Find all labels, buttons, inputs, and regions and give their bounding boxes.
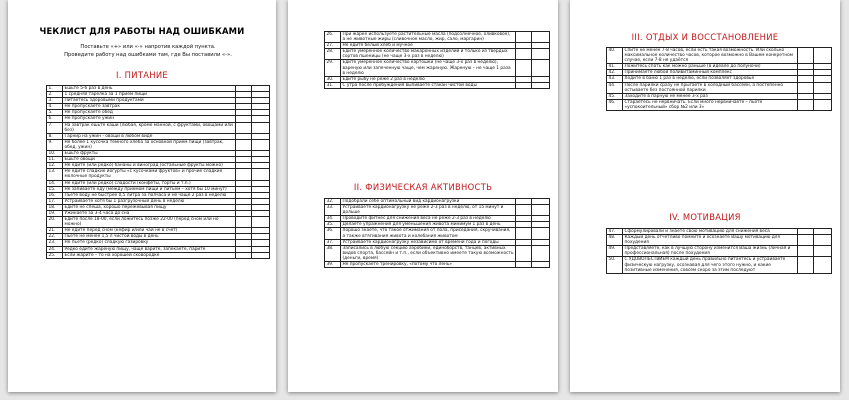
item-number: 20. [47, 217, 63, 228]
item-number: 39. [325, 262, 341, 268]
section-title-motivation: IV. МОТИВАЦИЯ [669, 212, 741, 222]
item-text: Питаетесь здоровыми продуктами [63, 98, 236, 104]
section-title-physical-activity: II. ФИЗИЧЕСКАЯ АКТИВНОСТЬ [353, 182, 493, 192]
check-cell[interactable] [798, 99, 814, 110]
table-row [47, 169, 270, 180]
item-text: На завтрак ешьте каши (любая, кроме манной, с фруктами, овощами или без) [63, 122, 236, 133]
check-cell-extra[interactable] [532, 262, 550, 268]
item-number: 25. [47, 252, 63, 258]
check-cell-extra[interactable] [814, 235, 832, 246]
checklist-table-physical-activity [324, 198, 550, 268]
item-text: Не едите перед сном (кефир и/или чай не в счёт) [63, 228, 236, 234]
item-text: Не запиваете еду (между приёмом пищи и питьём – хотя бы 10 минут) [63, 186, 236, 192]
item-text: При жарке используете растительные масла (подсолнечное, оливковое), а не животные жиры (сливочное масло, жир, сало, маргарин) [341, 32, 516, 43]
instructions-line-2: Проведите работу над ошибками там, где Вы поставили «-». [64, 52, 232, 58]
table-row [47, 217, 270, 228]
item-number: 28. [325, 49, 341, 60]
item-text: Проводите фитнес для снижения веса не реже 2-3 раз в неделю [341, 216, 516, 222]
item-text: Не пропускаете тренировку, «потому что лень» [341, 262, 516, 268]
table-row [325, 60, 550, 76]
check-cell-extra[interactable] [252, 217, 270, 228]
section-title-rest-recovery: III. ОТДЫХ И ВОССТАНОВЛЕНИЕ [631, 32, 779, 42]
item-text: Ложитесь спать как можно раньше (в идеале до полуночи) [623, 64, 798, 70]
page-3 [570, 0, 840, 392]
table-row [325, 228, 550, 239]
item-text: Едите рыбу не реже 2 раз в неделю [341, 76, 516, 82]
table-row [47, 139, 270, 150]
table-row [325, 32, 550, 43]
item-number: 46. [607, 99, 623, 110]
table-row [325, 262, 550, 268]
section-title-nutrition: I. ПИТАНИЕ [115, 70, 169, 80]
item-text: Стараетесь не нервничать. Если много нервничаете – пьёте «успокоительный» сбор №2 или 3» [623, 99, 798, 110]
check-cell[interactable] [236, 139, 252, 150]
item-number: 44. [607, 82, 623, 93]
item-number: 35. [325, 222, 341, 228]
check-cell[interactable] [236, 217, 252, 228]
item-text: Едите умеренное количество картошки (не чаще 3-х раз в неделю), вареную или запеченную чаще, чем жареную. Жареную – не чаще 1 раза в неделю [341, 60, 516, 76]
item-text: Устраиваете кардионагрузку не реже 2-3 раз в неделю, от 15 минут и дольше [341, 205, 516, 216]
item-text: Делаете упражнения для уменьшения живота минимум 1 раз в день [341, 222, 516, 228]
item-text: Пьёте воду не быстрее 0,5 литра за полчаса и не чаще 2 раз в неделю [63, 192, 236, 198]
check-cell[interactable] [516, 245, 532, 261]
item-text: Не пропускаете ужин [63, 116, 236, 122]
item-number: 22. [47, 234, 63, 240]
item-text: Не едите белый хлеб и мучное [341, 43, 516, 49]
check-cell-extra[interactable] [252, 252, 270, 258]
item-text: Не более 1 кусочка темного хлеба за основной приём пищи (завтрак, обед, ужин) [63, 139, 236, 150]
item-number: 36. [325, 228, 341, 239]
item-number: 13. [47, 169, 63, 180]
table-row [607, 235, 832, 246]
item-text: Едите умеренное количество макаронных изделий и только из твёрдых сортов пшеницы (не чаще 3-х раз в неделю) [341, 49, 516, 60]
item-number: 50. [607, 257, 623, 273]
item-text: Подобрали себе оптимальный вид кардионагрузки [341, 199, 516, 205]
check-cell-extra[interactable] [532, 228, 550, 239]
table-row [325, 49, 550, 60]
item-text: Гарнир на ужин - овощи в любом виде [63, 133, 236, 139]
table-row [607, 257, 832, 273]
checklist-table-motivation [606, 228, 832, 274]
check-cell[interactable] [798, 246, 814, 257]
check-cell-extra[interactable] [252, 139, 270, 150]
check-cell[interactable] [516, 32, 532, 43]
table-row [47, 122, 270, 133]
table-row [607, 246, 832, 257]
item-text: Записались в любую секцию аэробики, единоборств, танцев, активных видов спорта, бассейн и т.п., если объективно имеете такую возможность (деньги, время) [341, 245, 516, 261]
item-text: Спите не менее 7-8 часов, если есть такая возможность. Или сколько максимальное количество часов, которое возможно в Вашем конкретном случае, если 7-8 не удаётся [623, 48, 798, 64]
check-cell-extra[interactable] [532, 32, 550, 43]
item-number: 19. [47, 210, 63, 216]
item-text: Заходите в парную не менее 3-х раз [623, 93, 798, 99]
check-cell-extra[interactable] [814, 257, 832, 273]
check-cell[interactable] [798, 235, 814, 246]
check-cell-extra[interactable] [532, 49, 550, 60]
item-number: 37. [325, 239, 341, 245]
check-cell-extra[interactable] [814, 99, 832, 110]
item-number: 9. [47, 139, 63, 150]
item-number: 38. [325, 245, 341, 261]
item-text: Ешьте фрукты [63, 151, 236, 157]
item-text: Едите не спеша, хорошо пережёвывая пищу [63, 204, 236, 210]
item-number: 29. [325, 60, 341, 76]
table-row [325, 245, 550, 261]
item-number: 12. [47, 163, 63, 169]
item-text: Не едите сладкие йогурты «с кусочками фруктов» и прочие сладкие молочные продукты [63, 169, 236, 180]
check-cell[interactable] [798, 257, 814, 273]
item-number: 6. [47, 116, 63, 122]
item-text: Устраиваете хотя бы 1 разгрузочный день в неделю [63, 198, 236, 204]
item-text: Принимаете любой поливитаминный комплекс [623, 70, 798, 76]
item-number: 49. [607, 246, 623, 257]
check-cell[interactable] [516, 82, 532, 88]
check-cell[interactable] [516, 228, 532, 239]
item-number: 26. [325, 32, 341, 43]
check-cell-extra[interactable] [532, 60, 550, 76]
checklist-table-rest-recovery [606, 47, 832, 111]
item-number: 42. [607, 70, 623, 76]
check-cell[interactable] [516, 49, 532, 60]
item-number: 23. [47, 240, 63, 246]
checklist-table-nutrition [46, 85, 270, 259]
item-text: С УДОВОЛЬСТВИЕМ каждый день правильно питаетесь и устраиваете физическую нагрузку, осознавая для чего этого нужно, и какие позитивные изменения, совсем скоро за этим последуют [623, 257, 798, 273]
item-number: 27. [325, 43, 341, 49]
document-title: ЧЕКЛИСТ ДЛЯ РАБОТЫ НАД ОШИБКАМИ [39, 26, 245, 36]
item-text: Не едите (или редко) бананы и виноград (остальные фрукты можно) [63, 163, 236, 169]
item-text: 1 средняя тарелка за 1 приём пищи [63, 92, 236, 98]
item-number: 48. [607, 235, 623, 246]
item-text: Редко едите жареную пищу, чаще варите, запекаете, парите [63, 246, 236, 252]
item-text: Не пропускаете обед [63, 110, 236, 116]
item-number: 30. [325, 76, 341, 82]
item-number: 4. [47, 104, 63, 110]
item-number: 17. [47, 198, 63, 204]
item-number: 43. [607, 76, 623, 82]
table-row [47, 252, 270, 258]
item-number: 45. [607, 93, 623, 99]
table-row [325, 205, 550, 216]
check-cell-extra[interactable] [814, 246, 832, 257]
item-number: 3. [47, 98, 63, 104]
item-text: Если жарите – то на хорошей сковородке [63, 252, 236, 258]
item-number: 14. [47, 180, 63, 186]
page-2 [288, 0, 558, 392]
item-text: Ходите в баню 1 раз в неделю, если позволяет здоровье [623, 76, 798, 82]
check-cell-extra[interactable] [532, 245, 550, 261]
item-number: 41. [607, 64, 623, 70]
item-number: 34. [325, 216, 341, 222]
item-number: 47. [607, 229, 623, 235]
item-text: Ужинаете за 3-4 часа до сна [63, 210, 236, 216]
item-text: Сформулировали и знаете свою мотивацию для снижения веса [623, 229, 798, 235]
item-number: 24. [47, 246, 63, 252]
item-text: Пьёте не менее 1,5 л чистой воды в день [63, 234, 236, 240]
item-number: 8. [47, 133, 63, 139]
page-1 [8, 0, 276, 392]
item-text: Представляете, как в лучшую сторону изменится Ваша жизнь (личная и профессиональная) после похудения [623, 246, 798, 257]
item-text: Едите после 18-00, если ложитесь позже 22-00 (перед сном или но можно) [63, 217, 236, 228]
item-number: 33. [325, 205, 341, 216]
item-number: 11. [47, 157, 63, 163]
check-cell[interactable] [798, 48, 814, 64]
item-number: 31. [325, 82, 341, 88]
table-row [607, 48, 832, 64]
check-cell[interactable] [516, 205, 532, 216]
table-row [607, 82, 832, 93]
table-row [325, 82, 550, 88]
check-cell[interactable] [236, 252, 252, 258]
instructions [38, 43, 258, 59]
item-number: 10. [47, 151, 63, 157]
item-number: 2. [47, 92, 63, 98]
check-cell-extra[interactable] [252, 122, 270, 133]
item-number: 16. [47, 192, 63, 198]
check-cell[interactable] [516, 262, 532, 268]
check-cell[interactable] [236, 169, 252, 180]
item-number: 5. [47, 110, 63, 116]
item-text: После парилки сразу не прыгаете в холодный бассейн, а постепенно остываете без постоянной парилки [623, 82, 798, 93]
item-number: 18. [47, 204, 63, 210]
check-cell[interactable] [236, 122, 252, 133]
item-number: 32. [325, 199, 341, 205]
item-number: 40. [607, 48, 623, 64]
item-number: 7. [47, 122, 63, 133]
item-text: Ешьте 5-6 раз в день [63, 86, 236, 92]
check-cell[interactable] [516, 60, 532, 76]
check-cell-extra[interactable] [814, 82, 832, 93]
item-text: Не пьёте (редко) сладкую газировку [63, 240, 236, 246]
item-text: Не пропускаете завтрак [63, 104, 236, 110]
item-text: Не едите (или редко) сладости (конфеты, торты и т.п.) [63, 180, 236, 186]
check-cell-extra[interactable] [252, 169, 270, 180]
item-text: Хорошо знаете, что такое отжимания от пола, приседания, скручивания, а также втягивания живота и колебания животом [341, 228, 516, 239]
check-cell-extra[interactable] [532, 205, 550, 216]
item-text: С утра после пробуждения выпиваете стакан чистой воды [341, 82, 516, 88]
item-number: 21. [47, 228, 63, 234]
check-cell-extra[interactable] [532, 82, 550, 88]
item-text: Устраиваете кардионагрузку независимо от времени года и погоды [341, 239, 516, 245]
item-number: 15. [47, 186, 63, 192]
check-cell-extra[interactable] [814, 48, 832, 64]
check-cell[interactable] [798, 82, 814, 93]
item-text: Ешьте овощи [63, 157, 236, 163]
item-number: 1. [47, 86, 63, 92]
table-row [607, 99, 832, 110]
item-text: Каждый день отчётливо помните и осознаёте Вашу мотивацию для похудения [623, 235, 798, 246]
checklist-table-nutrition-continued [324, 31, 550, 89]
instructions-line-1: Поставьте «+» или «-» напротив каждой пункта. [80, 44, 216, 50]
